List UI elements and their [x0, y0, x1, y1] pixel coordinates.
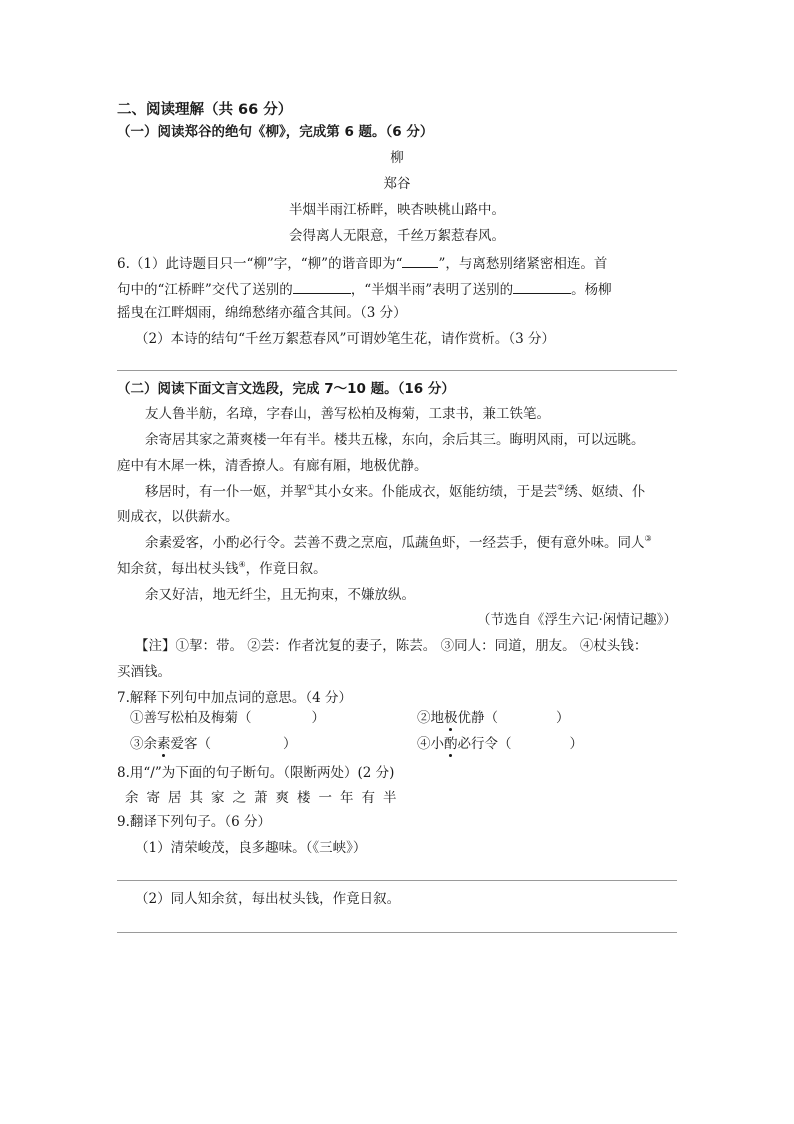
q7-item-2-close: ）: [556, 710, 570, 726]
passage-paragraph-2-line-1: 余寄居其家之萧爽楼一年有半。楼共五椽，东向，余后其三。晦明风雨，可以远眺。: [145, 432, 645, 448]
q9-stem: 9.翻译下列句子。（6 分）: [117, 814, 272, 830]
passage-paragraph-1: 友人鲁半舫，名璋，字春山，善写松柏及梅菊，工隶书，兼工铁笔。: [145, 406, 550, 422]
p4-text-a: 余素爱客，小酌必行令。芸善不费之烹庖，瓜蔬鱼虾，一经芸手，便有意外味。同人: [145, 535, 645, 551]
p4-text-b: 知余贫，每出杖头钱: [117, 561, 239, 577]
answer-blank-place[interactable]: [293, 279, 351, 294]
passage-paragraph-2-line-2: 庭中有木犀一株，清香撩人。有廊有厢，地极优静。: [117, 458, 428, 474]
q7-item-1-text: ①善写松柏及梅菊（: [130, 710, 252, 726]
q7-item-2: [417, 709, 570, 727]
part2-heading: （二）阅读下面文言文选段，完成 7～10 题。（16 分）: [117, 381, 455, 397]
section-title: 二、阅读理解（共 66 分）: [117, 102, 293, 118]
answer-line-q9-1[interactable]: [117, 880, 677, 881]
part1-heading: （一）阅读郑谷的绝句《柳》，完成第 6 题。（6 分）: [117, 124, 434, 140]
q6-text-a: 6.（1）此诗题目只一“柳”字，“柳”的谐音即为“: [117, 256, 403, 272]
q9-sentence-2: （2）同人知余贫，每出杖头钱，作竟日叙。: [135, 891, 401, 907]
p3-text-a: 移居时，有一仆一妪，并挈: [145, 484, 307, 500]
answer-line-q6[interactable]: [117, 370, 677, 371]
q7-item-4-pre: ④小: [417, 736, 444, 752]
passage-paragraph-3-line-1: [145, 483, 645, 501]
q7-item-1-close: ）: [311, 710, 325, 726]
q6-text-c: 句中的“江桥畔”交代了送别的: [117, 282, 293, 298]
notes-line-1: 【注】①挈：带。 ②芸：作者沈复的妻子，陈芸。 ③同人：同道，朋友。 ④杖头钱：: [135, 638, 648, 654]
answer-blank-weather[interactable]: [513, 279, 571, 294]
q6-text-e: 。杨柳: [571, 282, 612, 298]
answer-blank-homophone[interactable]: [402, 253, 438, 268]
passage-paragraph-3-line-2: 则成衣，以供薪水。: [117, 509, 239, 525]
q8-sentence[interactable]: 余寄居其家之萧爽楼一年有半: [125, 790, 405, 806]
q6-line-2: [117, 279, 612, 299]
q7-item-4: [417, 735, 583, 753]
passage-source: （节选自《浮生六记·闲情记趣》）: [476, 612, 677, 628]
notes-line-2: 买酒钱。: [117, 664, 171, 680]
q7-item-2-pre: ②地: [417, 710, 444, 726]
footnote-mark-2: ②: [557, 483, 565, 492]
q7-item-3-close: ）: [283, 736, 297, 752]
q7-item-3-pre: ③余: [130, 736, 157, 752]
q6-line-1: [117, 253, 607, 273]
q6-text-d: ，“半烟半雨”表明了送别的: [350, 282, 514, 298]
q6-line-3: 摇曳在江畔烟雨，绵绵愁绪亦蕴含其间。（3 分）: [117, 305, 407, 321]
q6-text-b: ”，与离愁别绪紧密相连。首: [438, 256, 608, 272]
footnote-mark-1: ①: [307, 483, 315, 492]
footnote-mark-3: ③: [644, 534, 652, 543]
passage-paragraph-5: 余又好洁，地无纤尘，且无拘束，不嫌放纵。: [145, 587, 415, 603]
q7-item-3-post: 爱客（: [170, 736, 211, 752]
footnote-mark-4: ④: [238, 560, 246, 569]
q6-part-2: （2）本诗的结句“千丝万絮惹春风”可谓妙笔生花，请作赏析。（3 分）: [135, 331, 556, 347]
poem-line-1: 半烟半雨江桥畔，映杏映桃山路中。: [289, 202, 505, 218]
q9-sentence-1: （1）清荣峻茂，良多趣味。（《三峡》）: [135, 840, 367, 856]
answer-line-q9-2[interactable]: [117, 932, 677, 933]
p4-text-c: ，作竟日叙。: [245, 561, 327, 577]
q7-item-1: [130, 709, 325, 727]
passage-paragraph-4-line-2: [117, 560, 327, 578]
p3-text-b: 其小女来。仆能成衣，妪能纺绩，于是芸: [314, 484, 558, 500]
poem-title: 柳: [390, 150, 404, 166]
p3-text-c: 绣、妪绩、仆: [564, 484, 646, 500]
q7-item-4-close: ）: [569, 736, 583, 752]
poem-author: 郑谷: [383, 176, 411, 192]
q7-item-2-post: 优静（: [457, 710, 498, 726]
q7-item-3: [130, 735, 297, 753]
q7-item-4-dotted-word: 酌: [444, 736, 458, 752]
q8-stem: 8.用“/”为下面的句子断句。（限断两处）(2 分): [117, 765, 395, 781]
q7-item-4-post: 必行令（: [457, 736, 512, 752]
q7-stem: 7.解释下列句中加点词的意思。（4 分）: [117, 690, 353, 706]
passage-paragraph-4-line-1: [145, 534, 652, 552]
q7-item-2-dotted-word: 极: [444, 710, 458, 726]
poem-line-2: 会得离人无限意，千丝万絮惹春风。: [289, 228, 505, 244]
q7-item-3-dotted-word: 素: [157, 736, 171, 752]
